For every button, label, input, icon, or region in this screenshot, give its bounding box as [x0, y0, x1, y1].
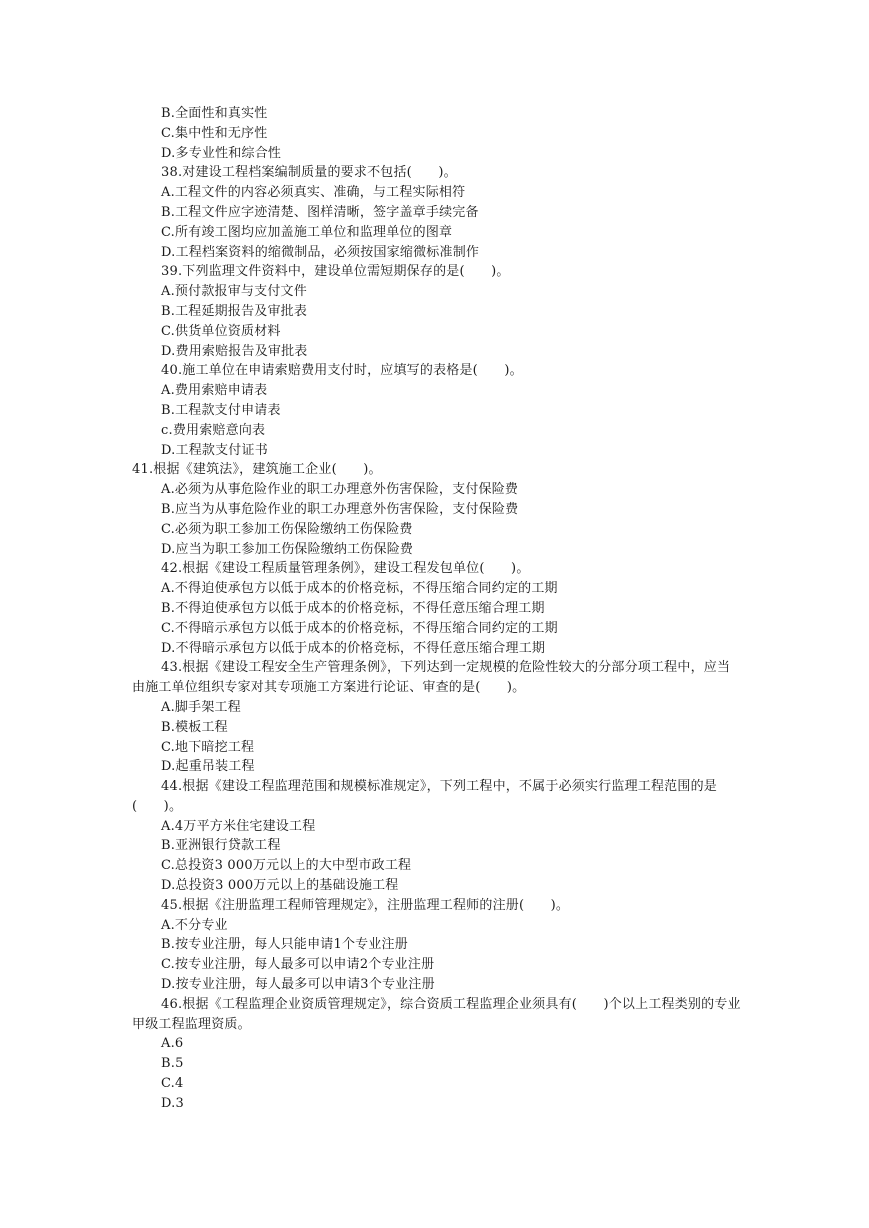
- answer-option: C.总投资3 000万元以上的大中型市政工程: [161, 858, 412, 874]
- question-stem: 46.根据《工程监理企业资质管理规定》，综合资质工程监理企业须具有( )个以上工程类别的专业甲级工程监理资质。: [132, 996, 741, 1032]
- question-stem: 45.根据《注册监理工程师管理规定》，注册监理工程师的注册( )。: [161, 897, 570, 913]
- answer-option: D.工程款支付证书: [161, 442, 268, 458]
- answer-option: D.按专业注册，每人最多可以申请3个专业注册: [161, 977, 435, 993]
- answer-option: B.工程延期报告及审批表: [161, 303, 308, 319]
- answer-option: A.4万平方米住宅建设工程: [161, 818, 316, 834]
- answer-option: B.工程款支付申请表: [161, 402, 281, 418]
- answer-option: D.工程档案资料的缩微制品，必须按国家缩微标准制作: [161, 244, 480, 260]
- answer-option: C.不得暗示承包方以低于成本的价格竞标，不得压缩合同约定的工期: [161, 620, 558, 636]
- answer-option: D.费用索赔报告及审批表: [161, 343, 308, 359]
- answer-option: C.必须为职工参加工伤保险缴纳工伤保险费: [161, 521, 413, 537]
- answer-option: C.按专业注册，每人最多可以申请2个专业注册: [161, 957, 435, 973]
- answer-option: C.集中性和无序性: [161, 125, 268, 141]
- question-stem: 38.对建设工程档案编制质量的要求不包括( )。: [161, 165, 457, 181]
- answer-option: A.脚手架工程: [161, 699, 241, 715]
- answer-option: A.不得迫使承包方以低于成本的价格竞标，不得压缩合同约定的工期: [161, 581, 558, 597]
- answer-option: B.亚洲银行贷款工程: [161, 838, 281, 854]
- answer-option: B.按专业注册，每人只能申请1个专业注册: [161, 937, 408, 953]
- answer-option: D.应当为职工参加工伤保险缴纳工伤保险费: [161, 541, 414, 557]
- answer-option: B.不得迫使承包方以低于成本的价格竞标，不得任意压缩合理工期: [161, 600, 545, 616]
- answer-option: B.模板工程: [161, 719, 228, 735]
- answer-option: D.3: [161, 1095, 184, 1111]
- answer-option: c.费用索赔意向表: [161, 422, 266, 438]
- answer-option: B.工程文件应字迹清楚、图样清晰，签字盖章手续完备: [161, 204, 479, 220]
- question-stem: 41.根据《建筑法》，建筑施工企业( )。: [132, 462, 382, 478]
- answer-option: B.全面性和真实性: [161, 106, 268, 121]
- question-stem: 39.下列监理文件资料中，建设单位需短期保存的是( )。: [161, 264, 510, 280]
- answer-option: C.所有竣工图均应加盖施工单位和监理单位的图章: [161, 224, 453, 240]
- answer-option: C.供货单位资质材料: [161, 323, 281, 339]
- answer-option: A.工程文件的内容必须真实、准确，与工程实际相符: [161, 185, 466, 201]
- question-stem: 43.根据《建设工程安全生产管理条例》，下列达到一定规模的危险性较大的分部分项工程中，应当由施工单位组织专家对其专项施工方案进行论证、审查的是( )。: [132, 660, 731, 696]
- answer-option: A.6: [161, 1036, 184, 1052]
- answer-option: D.不得暗示承包方以低于成本的价格竞标，不得任意压缩合理工期: [161, 640, 546, 656]
- answer-option: A.必须为从事危险作业的职工办理意外伤害保险，支付保险费: [161, 482, 519, 498]
- answer-option: B.5: [161, 1056, 184, 1072]
- answer-option: A.预付款报审与支付文件: [161, 284, 307, 300]
- question-stem: 44.根据《建设工程监理范围和规模标准规定》，下列工程中，不属于必须实行监理工程范围的是( )。: [132, 779, 717, 814]
- question-stem: 42.根据《建设工程质量管理条例》，建设工程发包单位( )。: [161, 561, 530, 577]
- answer-option: D.多专业性和综合性: [161, 145, 282, 161]
- answer-option: C.地下暗挖工程: [161, 739, 255, 755]
- answer-option: D.总投资3 000万元以上的基础设施工程: [161, 878, 399, 894]
- question-stem: 40.施工单位在申请索赔费用支付时，应填写的表格是( )。: [161, 363, 523, 379]
- answer-option: A.不分专业: [161, 917, 228, 933]
- answer-option: B.应当为从事危险作业的职工办理意外伤害保险，支付保险费: [161, 501, 519, 517]
- answer-option: A.费用索赔申请表: [161, 383, 268, 399]
- answer-option: D.起重吊装工程: [161, 759, 255, 775]
- answer-option: C.4: [161, 1076, 184, 1092]
